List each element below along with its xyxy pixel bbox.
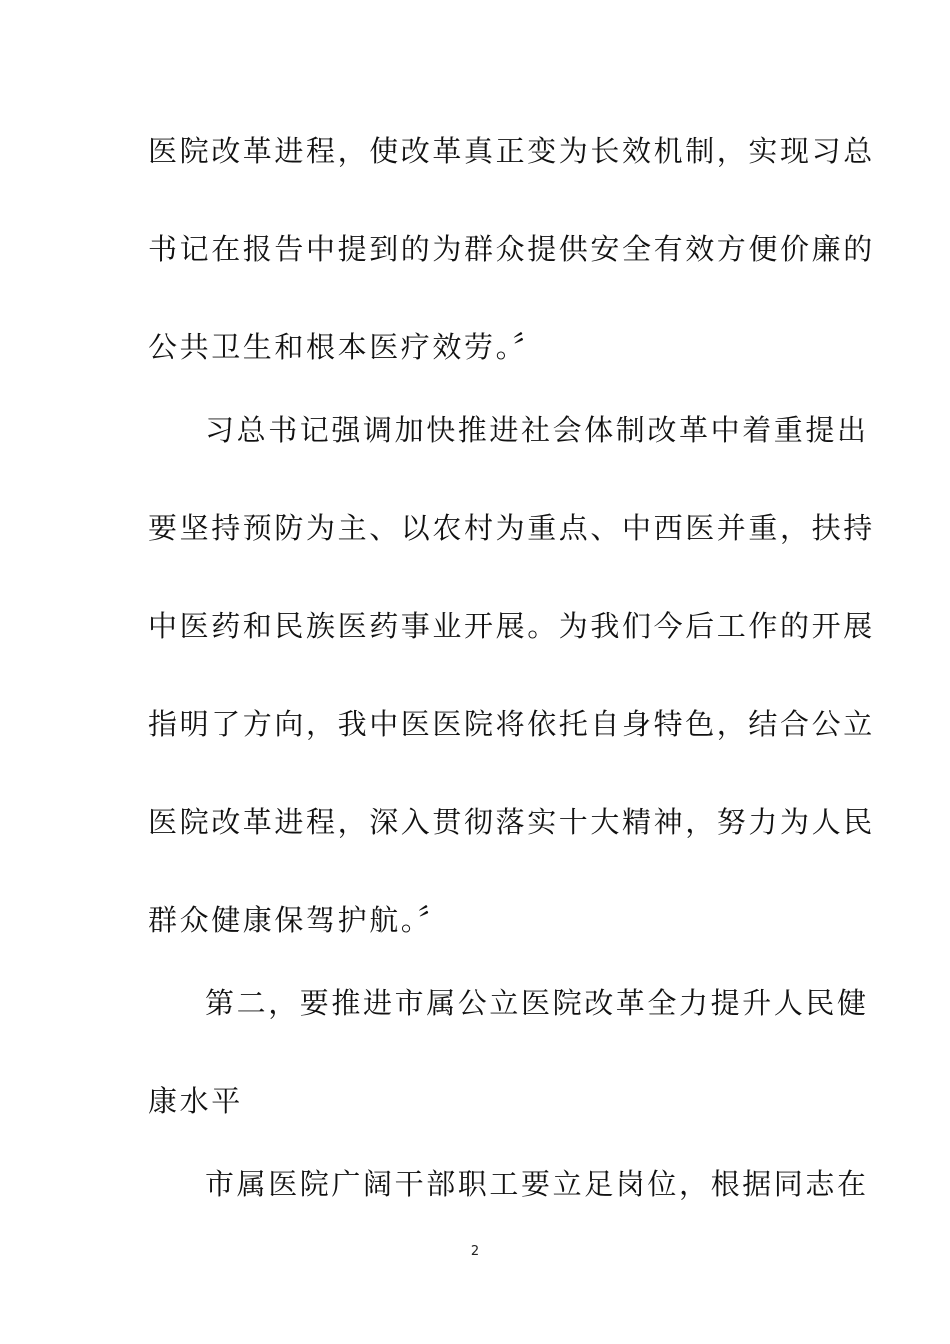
text-line: 群众健康保驾护航。〞	[148, 903, 450, 937]
text-line: 医院改革进程，使改革真正变为长效机制，实现习总	[148, 134, 875, 168]
text-line: 指明了方向，我中医医院将依托自身特色，结合公立	[148, 707, 875, 741]
section-heading-line: 第二，要推进市属公立医院改革全力提升人民健	[205, 986, 869, 1020]
section-heading-line: 康水平	[148, 1084, 243, 1118]
text-line: 书记在报告中提到的为群众提供安全有效方便价廉的	[148, 232, 875, 266]
text-line: 医院改革进程，深入贯彻落实十大精神，努力为人民	[148, 805, 875, 839]
text-line: 中医药和民族医药事业开展。为我们今后工作的开展	[148, 609, 875, 643]
text-line: 公共卫生和根本医疗效劳。〞	[148, 330, 545, 364]
text-line: 要坚持预防为主、以农村为重点、中西医并重，扶持	[148, 511, 875, 545]
paragraph-first-line: 习总书记强调加快推进社会体制改革中着重提出	[205, 413, 869, 447]
paragraph-first-line: 市属医院广阔干部职工要立足岗位，根据同志在	[205, 1167, 869, 1201]
page-number: 2	[470, 1244, 480, 1259]
